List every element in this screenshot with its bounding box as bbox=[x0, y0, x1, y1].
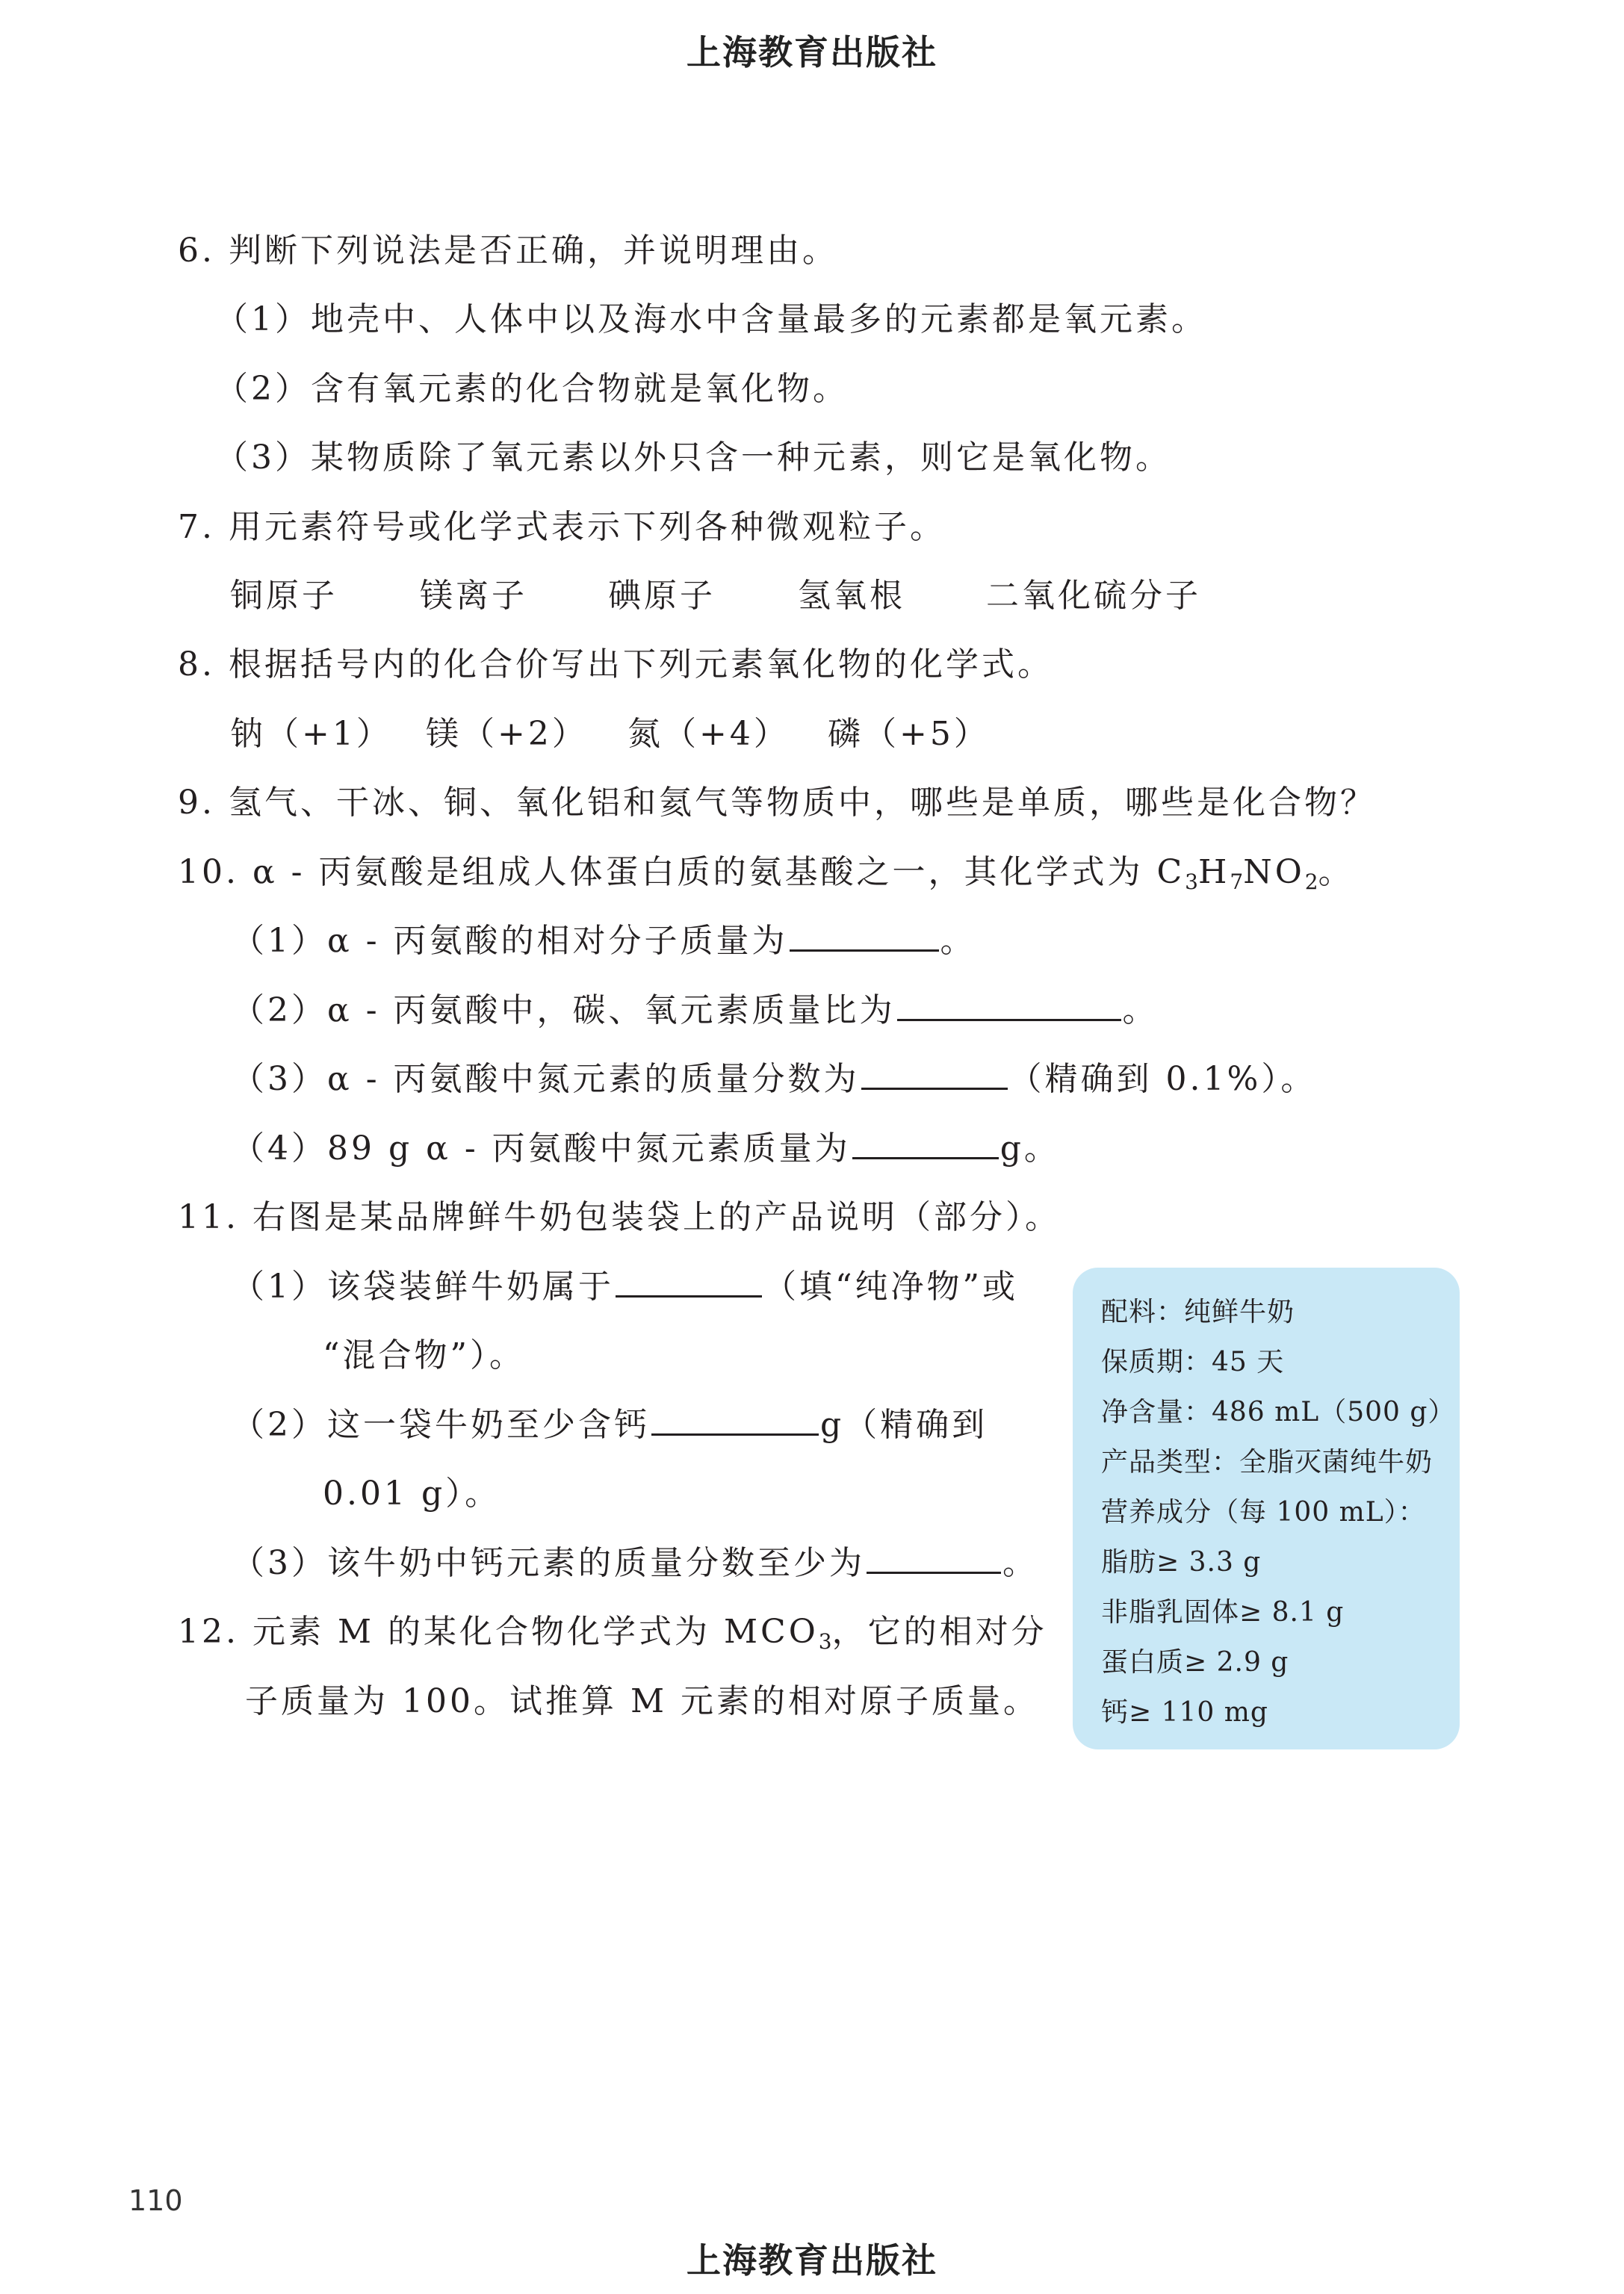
info-nutrition-heading: 营养成分（每 100 mL）： bbox=[1101, 1497, 1426, 1528]
question-11-item-3: （3）该牛奶中钙元素的质量分数至少为 。 bbox=[232, 1544, 1038, 1582]
answer-blank[interactable] bbox=[897, 991, 1121, 1021]
answer-blank[interactable] bbox=[852, 1129, 999, 1159]
info-protein: 蛋白质≥ 2.9 g bbox=[1101, 1647, 1289, 1678]
question-8-option-3: 氮（+4） bbox=[627, 715, 790, 753]
question-7-option-5: 二氧化硫分子 bbox=[986, 577, 1201, 615]
info-fat: 脂肪≥ 3.3 g bbox=[1101, 1547, 1262, 1578]
answer-blank[interactable] bbox=[867, 1543, 1001, 1574]
question-7-option-1: 铜原子 bbox=[230, 577, 338, 615]
question-9-stem: 9. 氢气、干冰、铜、氧化铝和氦气等物质中，哪些是单质，哪些是化合物？ bbox=[178, 784, 1376, 822]
question-11-item-2-cont: 0.01 g）。 bbox=[323, 1475, 501, 1513]
question-7-option-2: 镁离子 bbox=[420, 577, 527, 615]
info-calcium: 钙≥ 110 mg bbox=[1101, 1697, 1268, 1728]
question-11-item-2: （2）这一袋牛奶至少含钙 g（精确到 bbox=[232, 1406, 988, 1444]
publisher-header: 上海教育出版社 bbox=[687, 32, 937, 72]
question-8-option-2: 镁（+2） bbox=[426, 715, 588, 753]
question-8-option-1: 钠（+1） bbox=[230, 715, 392, 753]
question-8-stem: 8. 根据括号内的化合价写出下列元素氧化物的化学式。 bbox=[178, 645, 1053, 683]
question-6-stem: 6. 判断下列说法是否正确，并说明理由。 bbox=[178, 232, 838, 270]
page-number: 110 bbox=[128, 2184, 183, 2217]
publisher-footer: 上海教育出版社 bbox=[687, 2240, 937, 2281]
question-7-option-4: 氢氧根 bbox=[798, 577, 905, 615]
question-7-option-3: 碘原子 bbox=[608, 577, 716, 615]
info-product-type: 产品类型：全脂灭菌纯牛奶 bbox=[1101, 1447, 1434, 1478]
question-11-item-1: （1）该袋装鲜牛奶属于 （填“纯净物”或 bbox=[232, 1268, 1018, 1306]
question-10-item-2: （2）α - 丙氨酸中，碳、氧元素质量比为 。 bbox=[232, 991, 1159, 1029]
question-10-item-1: （1）α - 丙氨酸的相对分子质量为 。 bbox=[232, 922, 976, 960]
question-10-item-3: （3）α - 丙氨酸中氮元素的质量分数为 （精确到 0.1%）。 bbox=[232, 1060, 1317, 1098]
question-6-item-1: （1）地壳中、人体中以及海水中含量最多的元素都是氧元素。 bbox=[215, 300, 1207, 338]
question-10-stem: 10. α - 丙氨酸是组成人体蛋白质的氨基酸之一，其化学式为 $C_3H_7NO_2$。 bbox=[178, 853, 1354, 894]
answer-blank[interactable] bbox=[651, 1405, 819, 1436]
question-12-line-1: 12. 元素 M 的某化合物化学式为 $MCO_3$，它的相对分 bbox=[178, 1613, 1047, 1654]
answer-blank[interactable] bbox=[861, 1059, 1008, 1090]
question-12-line-2: 子质量为 100。试推算 M 元素的相对原子质量。 bbox=[245, 1682, 1039, 1720]
question-10-item-4: （4）89 g α - 丙氨酸中氮元素质量为 g。 bbox=[232, 1129, 1060, 1168]
question-8-option-4: 磷（+5） bbox=[828, 715, 990, 753]
question-11-stem: 11. 右图是某品牌鲜牛奶包装袋上的产品说明（部分）。 bbox=[178, 1198, 1061, 1236]
info-ingredients: 配料：纯鲜牛奶 bbox=[1101, 1297, 1295, 1327]
question-7-stem: 7. 用元素符号或化学式表示下列各种微观粒子。 bbox=[178, 508, 946, 546]
answer-blank[interactable] bbox=[616, 1267, 762, 1298]
question-6-item-3: （3）某物质除了氧元素以外只含一种元素，则它是氧化物。 bbox=[215, 438, 1171, 477]
question-11-item-1-cont: “混合物”）。 bbox=[323, 1336, 525, 1374]
milk-product-info-box bbox=[1073, 1268, 1460, 1749]
answer-blank[interactable] bbox=[790, 921, 939, 952]
question-6-item-2: （2）含有氧元素的化合物就是氧化物。 bbox=[215, 370, 849, 408]
info-shelf-life: 保质期：45 天 bbox=[1101, 1347, 1285, 1377]
info-nonfat-solids: 非脂乳固体≥ 8.1 g bbox=[1101, 1597, 1345, 1628]
info-net-content: 净含量：486 mL（500 g） bbox=[1101, 1397, 1456, 1427]
